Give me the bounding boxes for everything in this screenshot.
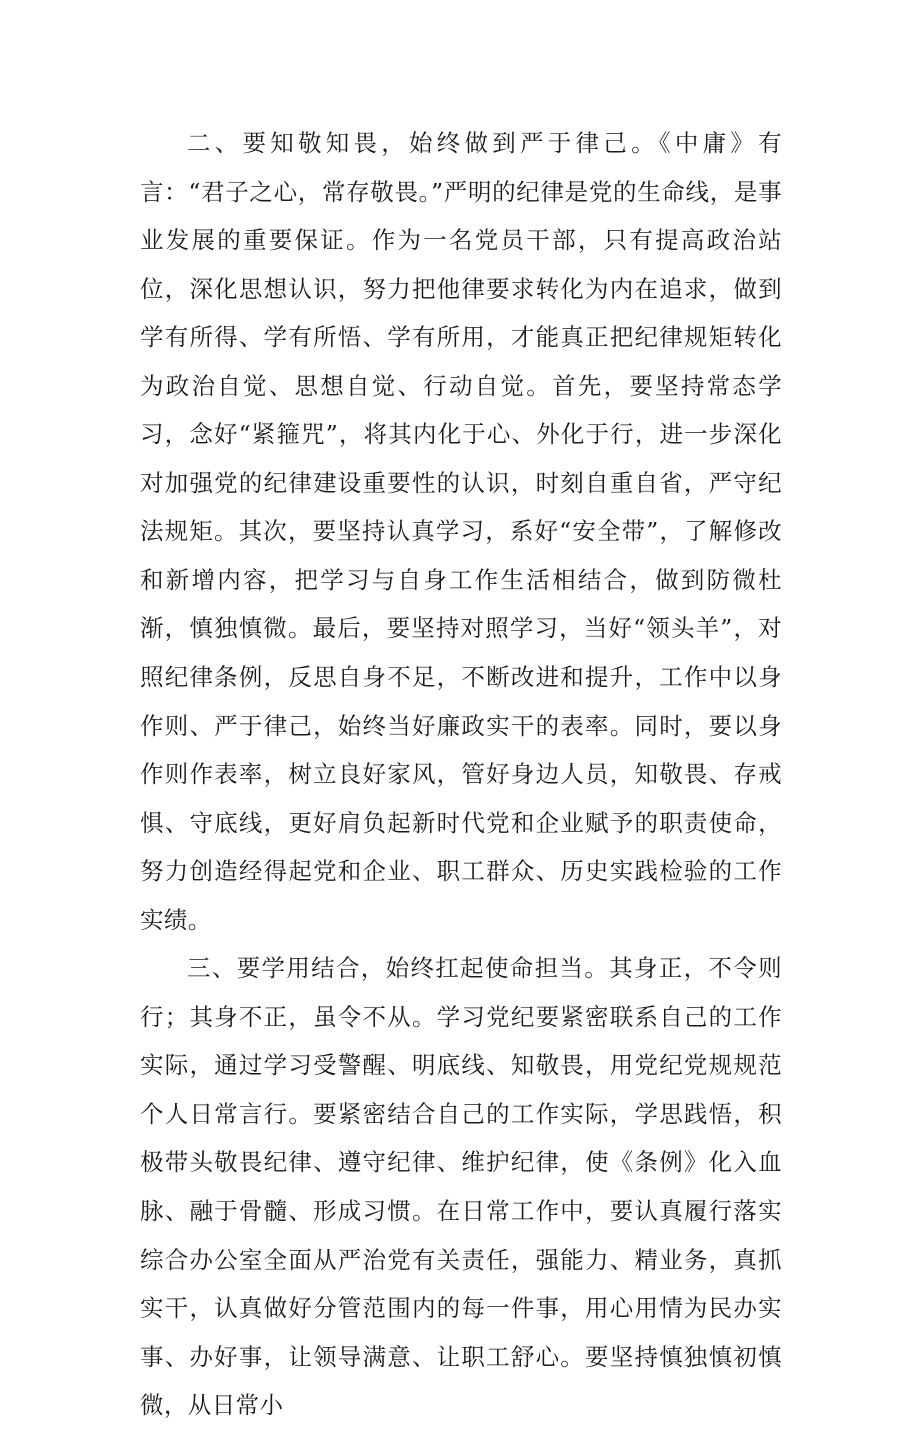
paragraph-section-three: 三、要学用结合，始终扛起使命担当。其身正，不令则行；其身不正，虽令不从。学习党纪要紧密联系自己的工作实际，通过学习受警醒、明底线、知敬畏，用党纪党规规范个人日常言行。要紧密结合自己的工作实际，学思践悟，积极带头敬畏纪律、遵守纪律、维护纪律，使《条例》化入血脉、融于骨髓、形成习惯。在日常工作中，要认真履行落实综合办公室全面从严治党有关责任，强能力、精业务，真抓实干，认真做好分管范围内的每一件事，用心用情为民办实事、办好事，让领导满意、让职工舒心。要坚持慎独慎初慎微，从日常小: [140, 954, 782, 1420]
paragraph-section-two: 二、要知敬知畏，始终做到严于律己。《中庸》有言：“君子之心，常存敬畏。”严明的纪律是党的生命线，是事业发展的重要保证。作为一名党员干部，只有提高政治站位，深化思想认识，努力把他律要求转化为内在追求，做到学有所得、学有所悟、学有所用，才能真正把纪律规矩转化为政治自觉、思想自觉、行动自觉。首先，要坚持常态学习，念好“紧箍咒”，将其内化于心、外化于行，进一步深化对加强党的纪律建设重要性的认识，时刻自重自省，严守纪法规矩。其次，要坚持认真学习，系好“安全带”，了解修改和新增内容，把学习与自身工作生活相结合，做到防微杜渐，慎独慎微。最后，要坚持对照学习，当好“领头羊”，对照纪律条例，反思自身不足，不断改进和提升，工作中以身作则、严于律己，始终当好廉政实干的表率。同时，要以身作则作表率，树立良好家风，管好身边人员，知敬畏、存戒惧、守底线，更好肩负起新时代党和企业赋予的职责使命，努力创造经得起党和企业、职工群众、历史实践检验的工作实绩。: [140, 129, 782, 934]
document-body: [140, 119, 782, 1430]
